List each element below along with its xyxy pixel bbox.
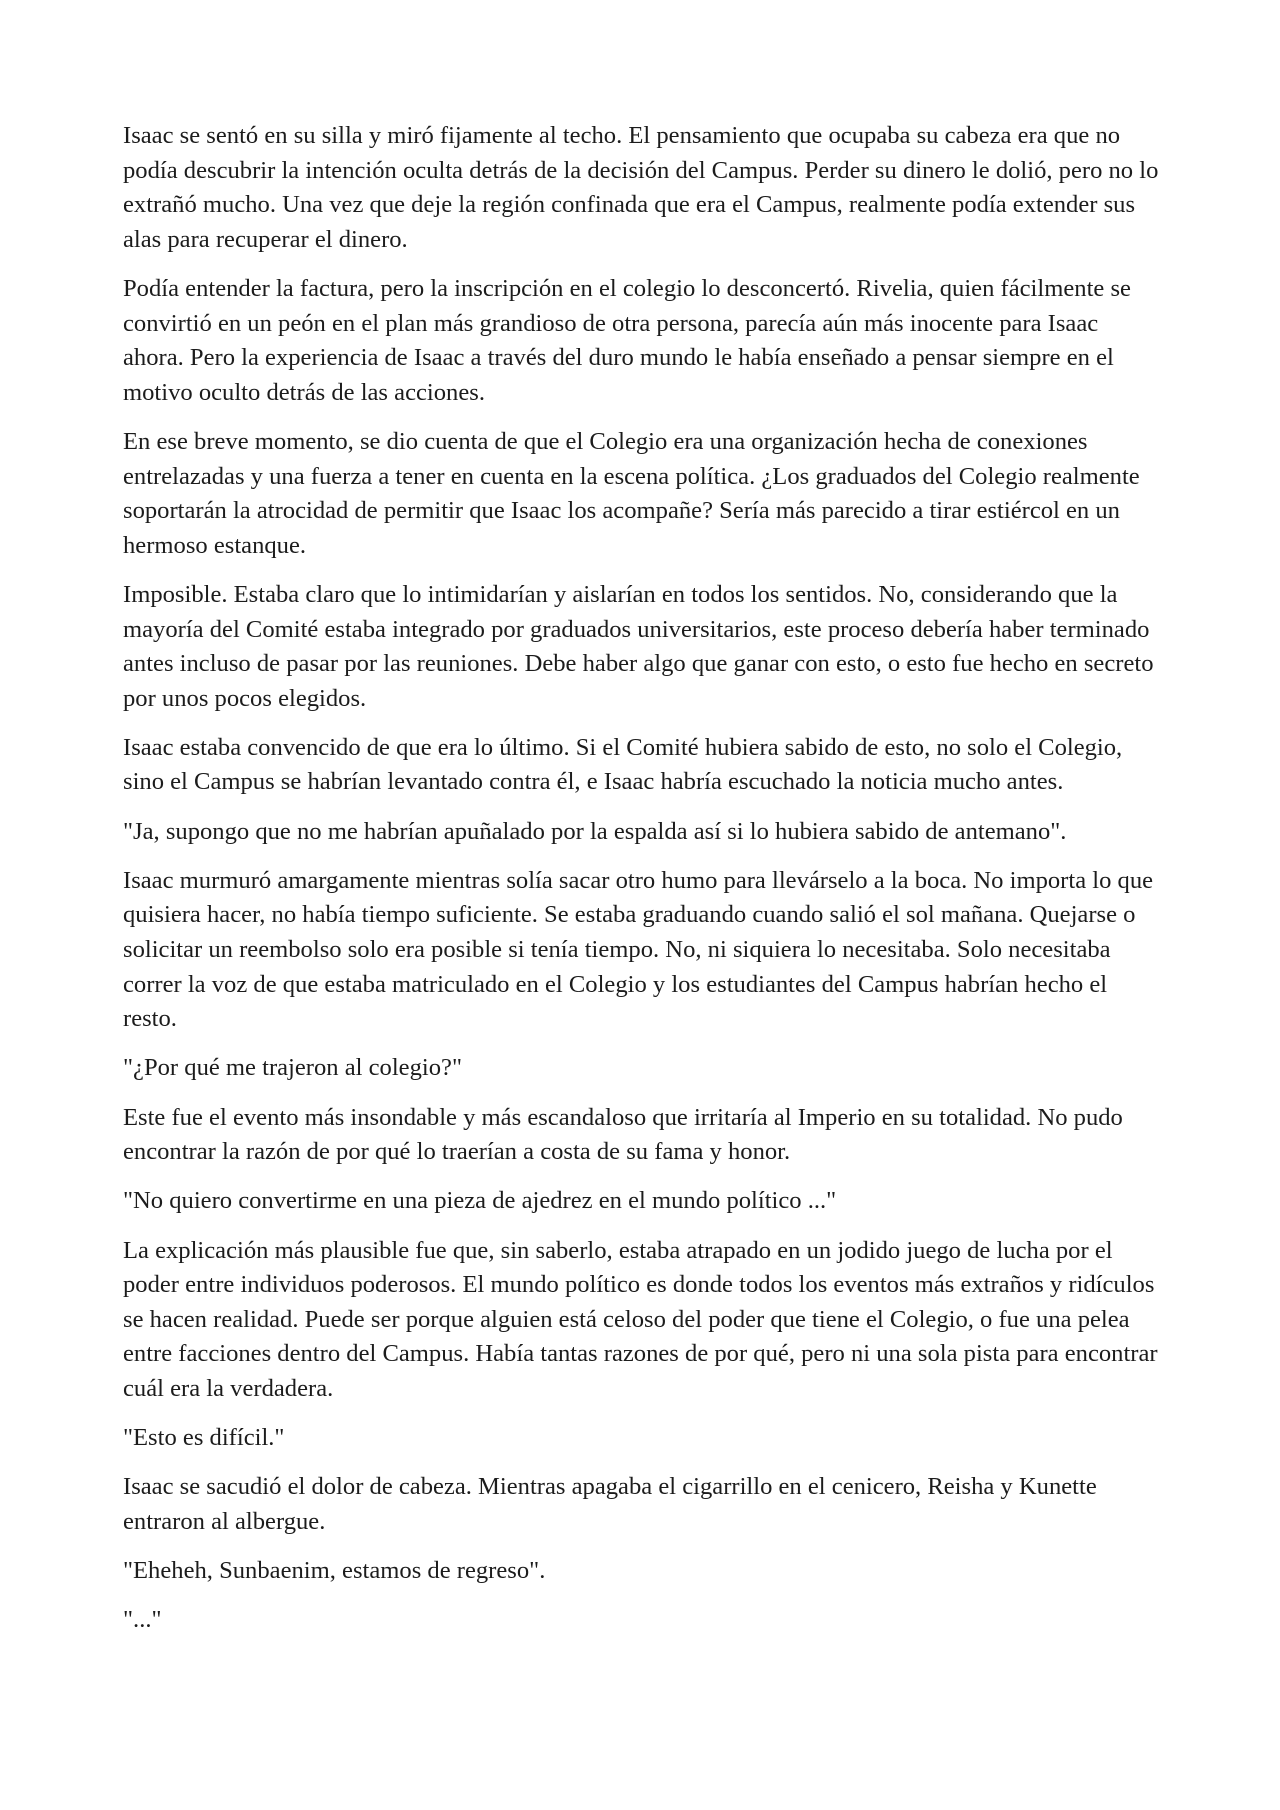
dialogue-line: "Ja, supongo que no me habrían apuñalado por la espalda así si lo hubiera sabido de antemano". [123,817,1067,845]
paragraph: Isaac murmuró amargamente mientras solía sacar otro humo para llevárselo a la boca. No importa lo que quisiera hacer, no había tiempo suficiente. Se estaba graduando cuando salió el sol mañana. Quejarse o solicitar un reembolso solo era posible si tenía tiempo. No, ni siquiera lo necesitaba. Solo necesitaba correr la voz de que estaba matriculado en el Colegio y los estudiantes del Campus habrían hecho el resto. [123,866,1154,1033]
dialogue-line: "No quiero convertirme en una pieza de ajedrez en el mundo político ..." [123,1187,837,1215]
paragraph: Isaac estaba convencido de que era lo último. Si el Comité hubiera sabido de esto, no solo el Colegio, sino el Campus se habrían levantado contra él, e Isaac habría escuchado la noticia mucho antes. [123,733,1123,796]
paragraph: Podía entender la factura, pero la inscripción en el colegio lo desconcertó. Rivelia, quien fácilmente se convirtió en un peón en el plan más grandioso de otra persona, parecía aún más inocente para Isaac ahora. Pero la experiencia de Isaac a través del duro mundo le había enseñado a pensar siempre en el motivo oculto detrás de las acciones. [123,274,1131,406]
dialogue-line: "¿Por qué me trajeron al colegio?" [123,1054,462,1082]
paragraph: Isaac se sentó en su silla y miró fijamente al techo. El pensamiento que ocupaba su cabeza era que no podía descubrir la intención oculta detrás de la decisión del Campus. Perder su dinero le dolió, pero no lo extrañó mucho. Una vez que deje la región confinada que era el Campus, realmente podía extender sus alas para recuperar el dinero. [123,122,1159,253]
document-body [123,119,1163,1652]
paragraph: En ese breve momento, se dio cuenta de que el Colegio era una organización hecha de conexiones entrelazadas y una fuerza a tener en cuenta en la escena política. ¿Los graduados del Colegio realmente soportarán la atrocidad de permitir que Isaac los acompañe? Sería más parecido a tirar estiércol en un hermoso estanque. [123,427,1140,559]
paragraph: Imposible. Estaba claro que lo intimidarían y aislarían en todos los sentidos. No, considerando que la mayoría del Comité estaba integrado por graduados universitarios, este proceso debería haber terminado antes incluso de pasar por las reuniones. Debe haber algo que ganar con esto, o esto fue hecho en secreto por unos pocos elegidos. [123,580,1154,712]
dialogue-line: "Esto es difícil." [123,1424,285,1452]
paragraph: La explicación más plausible fue que, sin saberlo, estaba atrapado en un jodido juego de lucha por el poder entre individuos poderosos. El mundo político es donde todos los eventos más extraños y ridículos se hacen realidad. Puede ser porque alguien está celoso del poder que tiene el Colegio, o fue una pelea entre facciones dentro del Campus. Había tantas razones de por qué, pero ni una sola pista para encontrar cuál era la verdadera. [123,1236,1158,1402]
paragraph: Este fue el evento más insondable y más escandaloso que irritaría al Imperio en su totalidad. No pudo encontrar la razón de por qué lo traerían a costa de su fama y honor. [123,1103,1123,1166]
dialogue-line: "Eheheh, Sunbaenim, estamos de regreso". [123,1557,546,1585]
dialogue-line: "..." [123,1606,162,1634]
paragraph: Isaac se sacudió el dolor de cabeza. Mientras apagaba el cigarrillo en el cenicero, Reisha y Kunette entraron al albergue. [123,1473,1097,1535]
